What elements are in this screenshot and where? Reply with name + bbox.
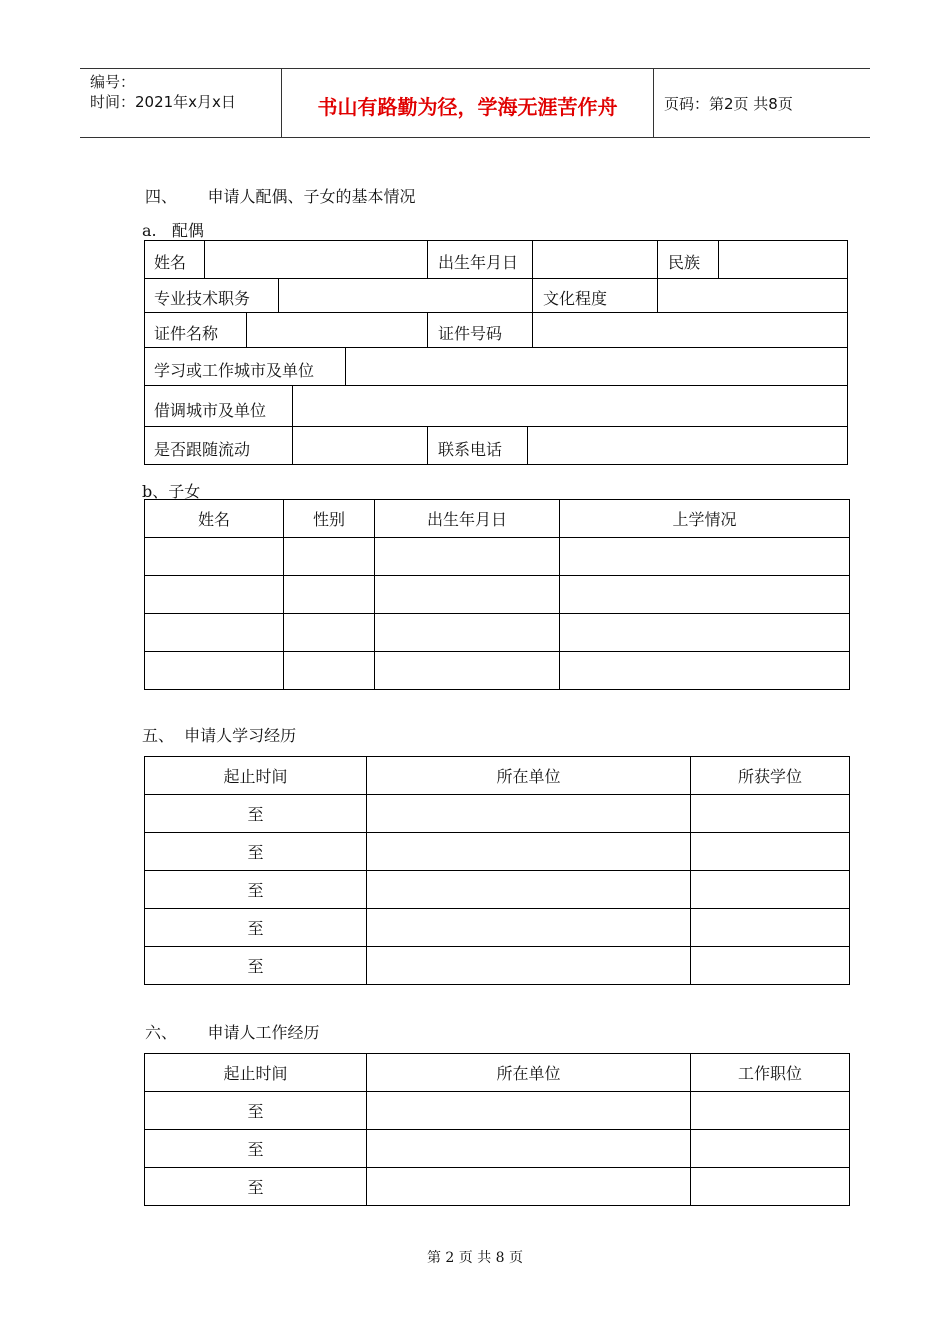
education-header-unit: 所在单位 xyxy=(367,757,691,795)
spouse-name-label: 姓名 xyxy=(154,253,187,272)
table-cell[interactable] xyxy=(367,833,691,871)
period-cell[interactable]: 至 xyxy=(145,833,367,871)
page-header xyxy=(80,68,870,138)
table-cell[interactable] xyxy=(375,614,560,652)
table-row xyxy=(145,1130,850,1168)
header-page-info: 页码：第2页 共8页 xyxy=(664,95,793,113)
section4-title: 四、 申请人配偶、子女的基本情况 xyxy=(145,187,416,206)
table-cell[interactable] xyxy=(560,614,850,652)
table-row xyxy=(145,909,850,947)
work-header-period: 起止时间 xyxy=(145,1054,367,1092)
table-cell[interactable] xyxy=(284,614,375,652)
work-header-unit: 所在单位 xyxy=(367,1054,691,1092)
spouse-label: a. 配偶 xyxy=(142,221,204,240)
table-cell[interactable] xyxy=(367,1130,691,1168)
spouse-birth-label: 出生年月日 xyxy=(438,253,519,272)
table-header-row xyxy=(145,1054,850,1092)
table-row xyxy=(145,576,850,614)
table-cell[interactable] xyxy=(560,538,850,576)
header-motto: 书山有路勤为径，学海无涯苦作舟 xyxy=(317,95,618,119)
header-number: 编号： xyxy=(90,73,136,91)
period-cell[interactable]: 至 xyxy=(145,795,367,833)
children-header-birth: 出生年月日 xyxy=(375,500,560,538)
table-cell[interactable] xyxy=(367,1092,691,1130)
children-table xyxy=(144,499,850,690)
education-header-degree: 所获学位 xyxy=(691,757,850,795)
table-cell[interactable] xyxy=(367,1168,691,1206)
table-cell[interactable] xyxy=(691,1130,850,1168)
table-header-row xyxy=(145,500,850,538)
table-cell[interactable] xyxy=(145,576,284,614)
table-cell[interactable] xyxy=(367,947,691,985)
table-cell[interactable] xyxy=(560,576,850,614)
table-row xyxy=(145,833,850,871)
table-cell[interactable] xyxy=(375,538,560,576)
period-cell[interactable]: 至 xyxy=(145,1168,367,1206)
table-cell[interactable] xyxy=(375,576,560,614)
table-cell[interactable] xyxy=(691,1168,850,1206)
period-cell[interactable]: 至 xyxy=(145,1130,367,1168)
education-table xyxy=(144,756,850,985)
header-divider xyxy=(653,69,654,137)
header-time: 时间：2021年x月x日 xyxy=(90,93,236,111)
table-cell[interactable] xyxy=(375,652,560,690)
spouse-study-work-label: 学习或工作城市及单位 xyxy=(154,361,315,380)
table-cell[interactable] xyxy=(284,652,375,690)
table-cell[interactable] xyxy=(691,833,850,871)
education-header-period: 起止时间 xyxy=(145,757,367,795)
table-cell[interactable] xyxy=(145,538,284,576)
table-cell[interactable] xyxy=(691,1092,850,1130)
work-table xyxy=(144,1053,850,1206)
children-header-name: 姓名 xyxy=(145,500,284,538)
work-header-position: 工作职位 xyxy=(691,1054,850,1092)
table-row xyxy=(145,1168,850,1206)
table-cell[interactable] xyxy=(284,538,375,576)
table-cell[interactable] xyxy=(284,576,375,614)
period-cell[interactable]: 至 xyxy=(145,947,367,985)
spouse-phone-label: 联系电话 xyxy=(438,440,503,459)
table-cell[interactable] xyxy=(367,795,691,833)
table-cell[interactable] xyxy=(691,871,850,909)
children-header-school: 上学情况 xyxy=(560,500,850,538)
table-cell[interactable] xyxy=(367,909,691,947)
children-header-gender: 性别 xyxy=(284,500,375,538)
table-cell[interactable] xyxy=(560,652,850,690)
table-cell[interactable] xyxy=(145,614,284,652)
section5-title: 五、 申请人学习经历 xyxy=(142,726,297,745)
table-row xyxy=(145,1092,850,1130)
table-header-row xyxy=(145,757,850,795)
spouse-id-type-label: 证件名称 xyxy=(154,324,219,343)
spouse-education-label: 文化程度 xyxy=(543,289,608,308)
children-label: b、子女 xyxy=(142,482,201,501)
table-cell[interactable] xyxy=(691,795,850,833)
spouse-title-label: 专业技术职务 xyxy=(154,289,251,308)
period-cell[interactable]: 至 xyxy=(145,1092,367,1130)
table-row xyxy=(145,947,850,985)
table-row xyxy=(145,652,850,690)
table-row xyxy=(145,871,850,909)
spouse-table xyxy=(144,240,848,465)
table-cell[interactable] xyxy=(145,652,284,690)
table-cell[interactable] xyxy=(691,909,850,947)
spouse-secondment-label: 借调城市及单位 xyxy=(154,401,267,420)
table-row xyxy=(145,538,850,576)
page-footer: 第 2 页 共 8 页 xyxy=(426,1250,524,1266)
table-cell[interactable] xyxy=(691,947,850,985)
spouse-id-number-label: 证件号码 xyxy=(438,324,503,343)
header-meta xyxy=(90,72,236,112)
section6-title: 六、 申请人工作经历 xyxy=(145,1023,320,1042)
period-cell[interactable]: 至 xyxy=(145,909,367,947)
table-cell[interactable] xyxy=(367,871,691,909)
table-row xyxy=(145,614,850,652)
spouse-follow-label: 是否跟随流动 xyxy=(154,440,251,459)
period-cell[interactable]: 至 xyxy=(145,871,367,909)
spouse-ethnicity-label: 民族 xyxy=(668,253,701,272)
table-row xyxy=(145,795,850,833)
